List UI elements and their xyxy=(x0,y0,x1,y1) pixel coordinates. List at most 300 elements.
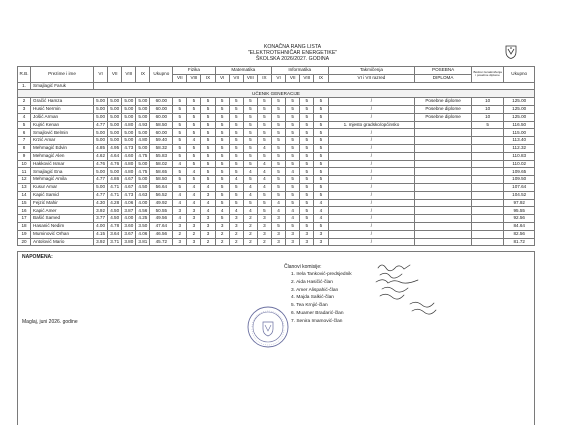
cell: 3 xyxy=(300,230,314,238)
cell: 11 xyxy=(18,168,31,176)
cell: 4.15 xyxy=(94,230,108,238)
cell: 5 xyxy=(215,168,229,176)
cell: 2 xyxy=(201,238,215,246)
cell: 5 xyxy=(286,105,300,113)
cell: 3.71 xyxy=(108,238,122,246)
cell: 58.32 xyxy=(150,144,173,152)
cell: 5 xyxy=(300,129,314,137)
cell: 3 xyxy=(257,222,271,230)
cell: 60.00 xyxy=(150,105,173,113)
cell: / xyxy=(328,191,415,199)
subcol: VI xyxy=(215,74,229,82)
cell: 5 xyxy=(300,113,314,121)
cell: / xyxy=(328,144,415,152)
table-row xyxy=(18,160,535,168)
cell: 5 xyxy=(201,176,215,184)
document-title: KONAČNA RANG LISTA xyxy=(263,44,322,50)
cell: 5.00 xyxy=(136,160,150,168)
cell: 5 xyxy=(272,176,286,184)
cell: Smajlagić Faruk xyxy=(31,82,94,90)
cell: 5 xyxy=(201,152,215,160)
cell: 3.77 xyxy=(94,215,108,223)
cell: 5 xyxy=(286,152,300,160)
cell: 4 xyxy=(229,207,243,215)
cell: 3.92 xyxy=(94,207,108,215)
cell: 50.55 xyxy=(150,207,173,215)
cell: 5 xyxy=(257,152,271,160)
cell: Mehmagić Edvin xyxy=(31,144,94,152)
table-row xyxy=(18,183,535,191)
col-viii: VIII xyxy=(122,67,136,83)
cell: / xyxy=(328,98,415,106)
table-row xyxy=(18,137,535,145)
cell: 5.00 xyxy=(94,137,108,145)
cell: 5.00 xyxy=(122,113,136,121)
cell: 4.75 xyxy=(136,168,150,176)
cell: 4 xyxy=(272,207,286,215)
cell: 1. mjesto gradsko/općinsko xyxy=(328,121,415,129)
cell: 5 xyxy=(286,121,300,129)
table-row xyxy=(18,199,535,207)
cell: Muminović Orhan xyxy=(31,230,94,238)
subcol: IX xyxy=(257,74,271,82)
cell: 5 xyxy=(18,121,31,129)
cell: 15 xyxy=(18,199,31,207)
cell: 5 xyxy=(229,191,243,199)
cell: 5 xyxy=(229,121,243,129)
cell: / xyxy=(328,152,415,160)
cell: 125.00 xyxy=(504,113,535,121)
cell: 17 xyxy=(18,215,31,223)
cell: 5 xyxy=(229,160,243,168)
cell: 4 xyxy=(173,160,187,168)
cell: 4.67 xyxy=(122,176,136,184)
cell: 4.56 xyxy=(136,207,150,215)
cell: 109.50 xyxy=(504,176,535,184)
cell: 5 xyxy=(229,105,243,113)
cell: 5 xyxy=(243,144,257,152)
cell: 4 xyxy=(286,207,300,215)
cell: 58.50 xyxy=(150,121,173,129)
cell: 5.00 xyxy=(122,98,136,106)
cell: 5 xyxy=(272,113,286,121)
cell: 2 xyxy=(229,230,243,238)
committee-member: 6. Muamer Bradarić-član xyxy=(291,311,344,316)
cell: 5 xyxy=(314,222,328,230)
cell: 4.78 xyxy=(108,222,122,230)
cell: 3 xyxy=(187,207,201,215)
table-row xyxy=(18,176,535,184)
cell: 4.60 xyxy=(122,152,136,160)
cell: 16 xyxy=(18,207,31,215)
cell: 20 xyxy=(18,238,31,246)
cell: / xyxy=(328,113,415,121)
cell: 5 xyxy=(243,98,257,106)
col-fizika: Fizika xyxy=(173,67,215,75)
cell: 2 xyxy=(18,98,31,106)
cell xyxy=(471,144,504,152)
cell: 5 xyxy=(215,160,229,168)
cell: 5 xyxy=(215,176,229,184)
cell: 2 xyxy=(243,215,257,223)
cell: 5 xyxy=(173,183,187,191)
cell: / xyxy=(328,176,415,184)
cell xyxy=(415,137,471,145)
cell: 4 xyxy=(201,199,215,207)
cell: 4.86 xyxy=(108,176,122,184)
subcol: IX xyxy=(201,74,215,82)
cell: 4 xyxy=(257,176,271,184)
cell: 5 xyxy=(257,207,271,215)
cell: 4 xyxy=(18,113,31,121)
cell: 5 xyxy=(300,144,314,152)
cell: 10 xyxy=(471,98,504,106)
cell: 4.00 xyxy=(136,199,150,207)
generation-row xyxy=(18,90,535,98)
cell: 10 xyxy=(471,113,504,121)
cell: 4.28 xyxy=(108,199,122,207)
cell: 3.81 xyxy=(136,238,150,246)
table-row xyxy=(18,113,535,121)
cell: 5 xyxy=(173,113,187,121)
cell: 4.77 xyxy=(94,176,108,184)
cell: Husić Nermin xyxy=(31,105,94,113)
cell xyxy=(471,176,504,184)
cell: 5 xyxy=(300,152,314,160)
cell: 5 xyxy=(201,137,215,145)
table-row xyxy=(18,230,535,238)
cell: 5 xyxy=(300,207,314,215)
cell: 97.92 xyxy=(504,199,535,207)
coat-of-arms-icon xyxy=(505,45,517,59)
cell: 5 xyxy=(286,176,300,184)
cell xyxy=(415,191,471,199)
cell: 3 xyxy=(18,105,31,113)
cell xyxy=(471,129,504,137)
cell: 3 xyxy=(300,238,314,246)
cell: 5.00 xyxy=(136,105,150,113)
cell: 60.00 xyxy=(150,113,173,121)
cell: 5 xyxy=(272,160,286,168)
committee-member: 7. Senira Imamović-član xyxy=(291,318,343,324)
cell: 5 xyxy=(272,98,286,106)
cell xyxy=(415,238,471,246)
cell xyxy=(471,168,504,176)
cell: 5 xyxy=(229,199,243,207)
cell: 18 xyxy=(18,222,31,230)
cell: 3 xyxy=(229,222,243,230)
committee-member: 5. Tea Krnjić-član xyxy=(291,303,328,309)
cell xyxy=(471,160,504,168)
cell: 5 xyxy=(229,98,243,106)
cell: 19 xyxy=(18,230,31,238)
cell: 5 xyxy=(257,191,271,199)
cell: / xyxy=(328,105,415,113)
cell: 2 xyxy=(243,238,257,246)
cell: 5 xyxy=(201,160,215,168)
cell: 5 xyxy=(187,160,201,168)
cell: 14 xyxy=(18,191,31,199)
cell: 5 xyxy=(300,160,314,168)
cell xyxy=(471,137,504,145)
cell: Smajlović Belmin xyxy=(31,129,94,137)
cell: 8 xyxy=(18,144,31,152)
cell xyxy=(415,222,471,230)
cell: 5 xyxy=(286,98,300,106)
cell: 4 xyxy=(173,199,187,207)
cell: 4 xyxy=(187,183,201,191)
cell: 2 xyxy=(243,222,257,230)
cell: 2 xyxy=(215,238,229,246)
cell: 49.56 xyxy=(150,215,173,223)
cell: 3 xyxy=(272,215,286,223)
cell: Krzić Amar xyxy=(31,137,94,145)
cell: 3.87 xyxy=(122,207,136,215)
cell: Mehmagić Alen xyxy=(31,152,94,160)
cell: 4 xyxy=(257,160,271,168)
cell: 4.00 xyxy=(94,222,108,230)
cell: 84.64 xyxy=(504,222,535,230)
table-row xyxy=(18,129,535,137)
cell: 5 xyxy=(243,176,257,184)
table-row xyxy=(18,82,535,90)
cell: 4 xyxy=(173,191,187,199)
cell: 5 xyxy=(272,152,286,160)
cell: 4.73 xyxy=(122,191,136,199)
cell: Kujrić Kenan xyxy=(31,121,94,129)
col-posebna: POSEBNA xyxy=(415,67,471,75)
cell: 5.00 xyxy=(94,105,108,113)
cell: 110.83 xyxy=(504,152,535,160)
cell: 4 xyxy=(229,176,243,184)
cell: 5 xyxy=(314,152,328,160)
cell: 1. xyxy=(18,82,31,90)
cell: 4.30 xyxy=(94,199,108,207)
cell: 3 xyxy=(257,215,271,223)
cell: 5 xyxy=(187,176,201,184)
cell: 5 xyxy=(286,160,300,168)
cell: 4.67 xyxy=(122,183,136,191)
cell: 3.60 xyxy=(122,222,136,230)
cell: / xyxy=(328,137,415,145)
cell: 5 xyxy=(187,129,201,137)
cell: 2 xyxy=(215,230,229,238)
cell: 125.00 xyxy=(504,105,535,113)
cell: 47.64 xyxy=(150,222,173,230)
cell: 5.00 xyxy=(108,121,122,129)
cell: 3 xyxy=(187,215,201,223)
cell: 5 xyxy=(257,199,271,207)
cell: 4.71 xyxy=(108,191,122,199)
cell: 5 xyxy=(286,113,300,121)
cell: 4 xyxy=(314,199,328,207)
cell: 4.80 xyxy=(122,168,136,176)
cell: 5 xyxy=(187,105,201,113)
subcol: VII xyxy=(286,74,300,82)
cell: 5 xyxy=(286,129,300,137)
cell: 5 xyxy=(201,168,215,176)
cell: / xyxy=(328,183,415,191)
cell: 4 xyxy=(201,207,215,215)
cell: 4 xyxy=(314,215,328,223)
cell: 5 xyxy=(300,105,314,113)
cell: 5 xyxy=(314,191,328,199)
cell: / xyxy=(328,160,415,168)
committee-member: 4. Majda Salkić-član xyxy=(291,295,334,301)
cell: 5 xyxy=(314,129,328,137)
cell: 5.00 xyxy=(108,129,122,137)
subcol: IX xyxy=(314,74,328,82)
cell: 5 xyxy=(314,183,328,191)
cell: 5 xyxy=(243,160,257,168)
cell: 5.00 xyxy=(136,129,150,137)
cell: 5 xyxy=(229,152,243,160)
cell: 5 xyxy=(187,121,201,129)
cell: 4 xyxy=(243,207,257,215)
cell: 5 xyxy=(201,105,215,113)
cell: 5 xyxy=(187,152,201,160)
cell xyxy=(415,176,471,184)
cell xyxy=(415,144,471,152)
cell: 5.00 xyxy=(122,129,136,137)
cell: / xyxy=(328,129,415,137)
cell: Kapić Samid xyxy=(31,191,94,199)
cell: 5 xyxy=(286,183,300,191)
cell: 5 xyxy=(257,129,271,137)
cell: Kapić Amer xyxy=(31,207,94,215)
cell: 4 xyxy=(215,207,229,215)
cell xyxy=(415,207,471,215)
signatures-icon xyxy=(370,262,440,322)
cell: 5 xyxy=(201,121,215,129)
cell xyxy=(471,238,504,246)
cell: 5 xyxy=(215,183,229,191)
cell: 4 xyxy=(243,183,257,191)
cell: 4 xyxy=(173,215,187,223)
cell: 5.00 xyxy=(108,168,122,176)
cell: Posebne diplome xyxy=(415,105,471,113)
cell: 5 xyxy=(272,121,286,129)
cell: 4.85 xyxy=(94,144,108,152)
cell: 4.63 xyxy=(136,191,150,199)
cell: 5 xyxy=(300,98,314,106)
subcol: VII xyxy=(229,74,243,82)
cell: 5 xyxy=(314,160,328,168)
cell: 5 xyxy=(215,98,229,106)
school-program: "ELEKTROTEHNIČAR ENERGETIKE" xyxy=(247,50,338,56)
cell: Posebne diplome xyxy=(415,98,471,106)
cell xyxy=(415,230,471,238)
cell: 5 xyxy=(300,222,314,230)
cell: 5 xyxy=(173,105,187,113)
cell: 3 xyxy=(229,215,243,223)
cell: 3 xyxy=(286,230,300,238)
cell: 60.00 xyxy=(150,129,173,137)
cell: / xyxy=(328,238,415,246)
notes-label: NAPOMENA: xyxy=(22,254,53,260)
cell: 4.62 xyxy=(94,152,108,160)
cell: 5 xyxy=(243,105,257,113)
subcol: VII xyxy=(173,74,187,82)
cell: 7 xyxy=(18,137,31,145)
cell: 5.00 xyxy=(136,176,150,184)
cell: 5 xyxy=(215,144,229,152)
cell: 4 xyxy=(187,199,201,207)
cell: 5 xyxy=(215,121,229,129)
col-posebna-sub: DIPLOMA xyxy=(415,74,471,82)
cell: 5 xyxy=(257,105,271,113)
cell: 5 xyxy=(215,113,229,121)
cell: 5 xyxy=(272,222,286,230)
cell: 5 xyxy=(272,183,286,191)
cell: 82.56 xyxy=(504,230,535,238)
school-year: ŠKOLSKA 2026/2027. GODINA xyxy=(255,56,330,62)
cell: 5 xyxy=(173,152,187,160)
cell: 5 xyxy=(300,183,314,191)
place-date: Maglaj, juni 2026. godine xyxy=(22,319,78,325)
cell: 5 xyxy=(243,113,257,121)
table-row xyxy=(18,121,535,129)
subcol: VIII xyxy=(243,74,257,82)
cell: 4.50 xyxy=(108,215,122,223)
cell: 5 xyxy=(300,199,314,207)
cell: Hasanić Nedim xyxy=(31,222,94,230)
cell: 5 xyxy=(173,98,187,106)
cell: 13 xyxy=(18,183,31,191)
cell xyxy=(415,160,471,168)
cell: 55.83 xyxy=(150,152,173,160)
cell: 4.64 xyxy=(108,152,122,160)
cell: 5 xyxy=(243,199,257,207)
cell: 5 xyxy=(300,168,314,176)
cell: 4.77 xyxy=(94,191,108,199)
cell: 5 xyxy=(173,137,187,145)
cell: 3 xyxy=(272,238,286,246)
cell: 5 xyxy=(314,176,328,184)
cell: 5 xyxy=(314,98,328,106)
cell: / xyxy=(328,168,415,176)
generation-label: UČENIK GENERACIJE xyxy=(18,90,535,98)
cell: 60.00 xyxy=(150,98,173,106)
cell xyxy=(471,215,504,223)
cell: 110.02 xyxy=(504,160,535,168)
col-informatika: Informatika xyxy=(272,67,328,75)
cell: 5 xyxy=(215,199,229,207)
col-takmicenja: Takmičenja xyxy=(328,67,415,75)
cell: 4 xyxy=(257,144,271,152)
cell: 5 xyxy=(187,98,201,106)
cell: 5 xyxy=(300,137,314,145)
subcol: VI xyxy=(272,74,286,82)
col-ukupno: Ukupno xyxy=(504,67,535,83)
cell: 4.76 xyxy=(94,160,108,168)
cell: 5 xyxy=(215,105,229,113)
cell: 116.50 xyxy=(504,121,535,129)
cell: 5 xyxy=(229,183,243,191)
cell: 81.72 xyxy=(504,238,535,246)
cell: 56.52 xyxy=(150,191,173,199)
cell: 5 xyxy=(300,215,314,223)
table-row xyxy=(18,215,535,223)
col-rb: R.B. xyxy=(18,67,31,83)
cell: 4.50 xyxy=(108,207,122,215)
table-row xyxy=(18,191,535,199)
cell xyxy=(471,230,504,238)
cell: 5 xyxy=(314,113,328,121)
cell xyxy=(471,207,504,215)
cell: 4 xyxy=(257,183,271,191)
cell: 5 xyxy=(314,168,328,176)
